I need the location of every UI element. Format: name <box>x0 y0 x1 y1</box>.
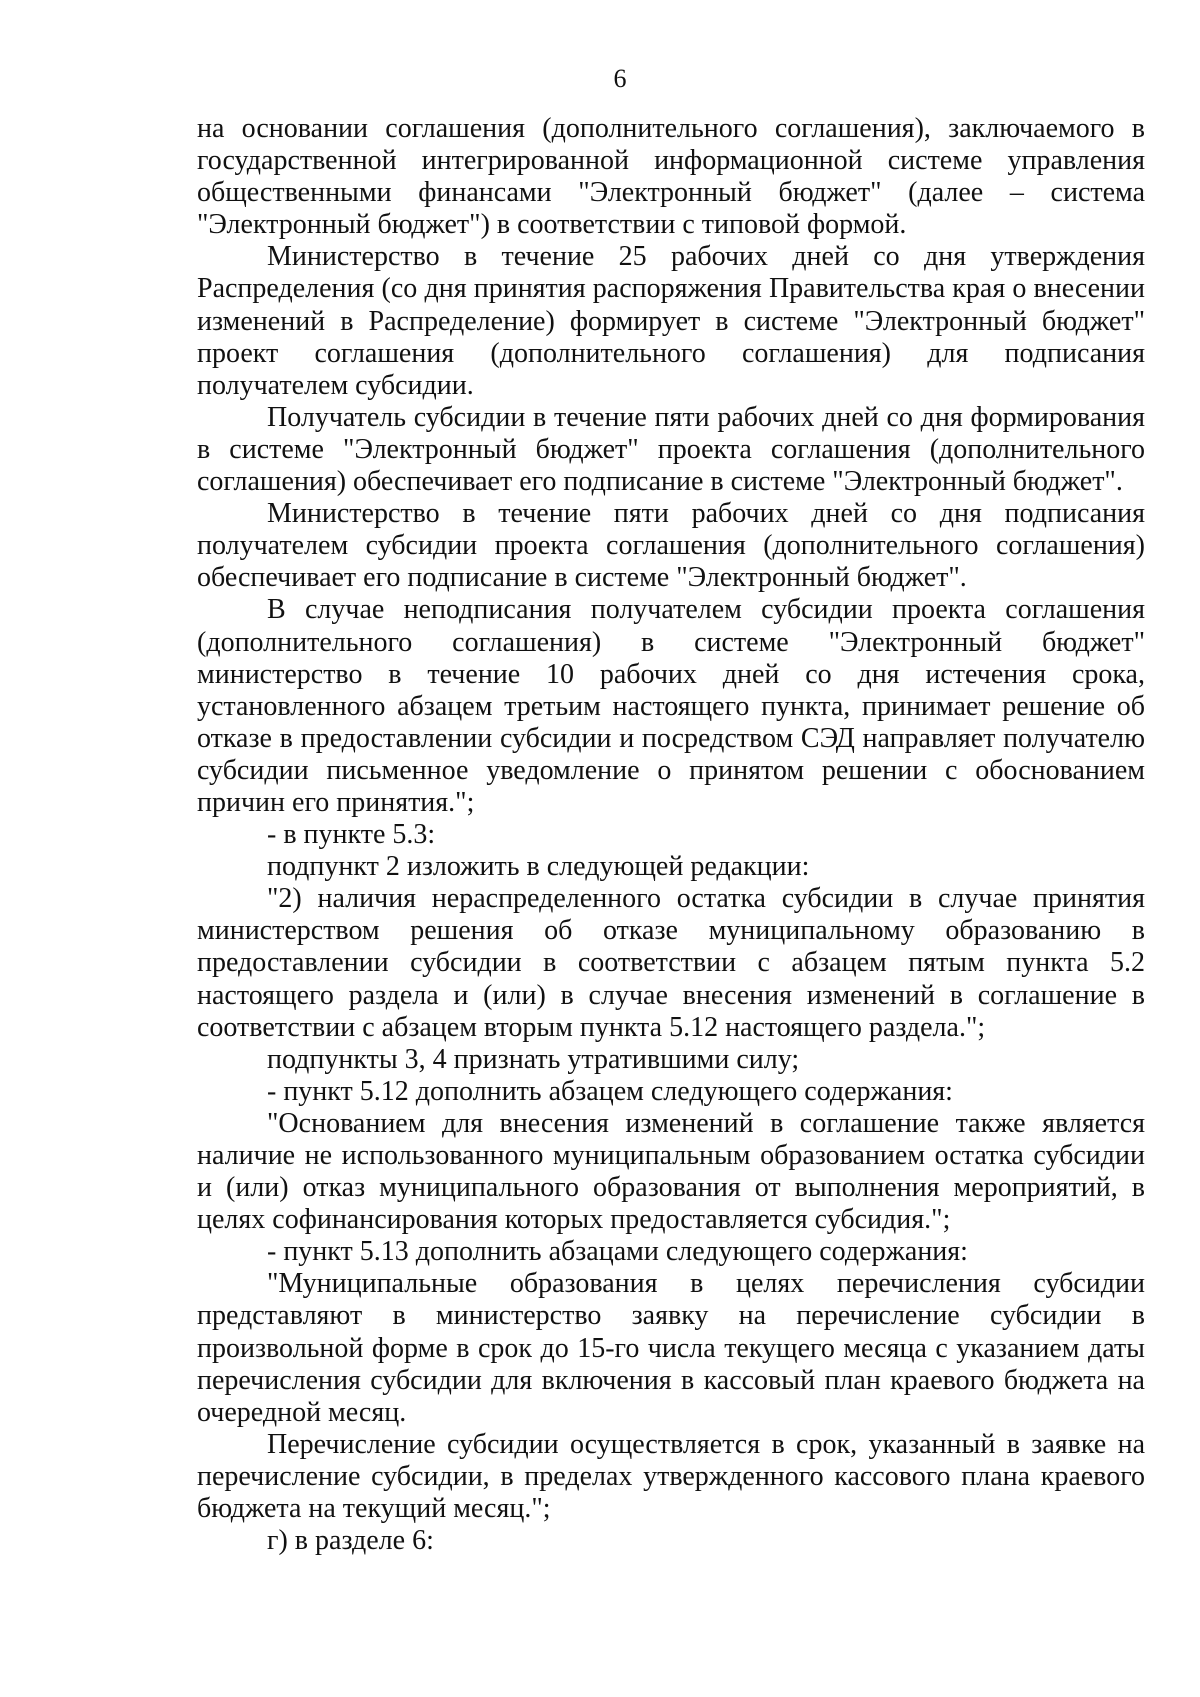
paragraph-11: "Основанием для внесения изменений в соглашение также является наличие не использованного муниципальным образованием остатка субсидии и (или) отказ муниципального образования от выполнения мероприятий, в целях софинансирования которых предоставляется субсидия."; <box>197 1107 1145 1236</box>
paragraph-1: на основании соглашения (дополнительного соглашения), заключаемого в государственной интегрированной информационной системе управления общественными финансами "Электронный бюджет" (далее – система "Электронный бюджет") в соответствии с типовой формой. <box>197 113 1145 241</box>
paragraph-12: - пункт 5.13 дополнить абзацами следующего содержания: <box>267 1236 968 1268</box>
page-number: 6 <box>613 64 627 93</box>
paragraph-9: подпункты 3, 4 признать утратившими силу; <box>267 1043 800 1075</box>
paragraph-13: "Муниципальные образования в целях перечисления субсидии представляют в министерство заявку на перечисление субсидии в произвольной форме в срок до 15-го числа текущего месяца с указанием даты перечисления субсидии для включения в кассовый план краевого бюджета на очередной месяц. <box>197 1268 1145 1428</box>
paragraph-4: Министерство в течение пяти рабочих дней со дня подписания получателем субсидии проекта соглашения (дополнительного соглашения) обеспечивает его подписание в системе "Электронный бюджет". <box>197 498 1145 594</box>
paragraph-2: Министерство в течение 25 рабочих дней со дня утверждения Распределения (со дня принятия распоряжения Правительства края о внесении изменений в Распределение) формирует в системе "Электронный бюджет" проект соглашения (дополнительного соглашения) для подписания получателем субсидии. <box>197 241 1145 401</box>
paragraph-8: "2) наличия нераспределенного остатка субсидии в случае принятия министерством решения об отказе муниципальному образованию в предоставлении субсидии в соответствии с абзацем пятым пункта 5.2 настоящего раздела и (или) в случае внесения изменений в соглашение в соответствии с абзацем вторым пункта 5.12 настоящего раздела."; <box>197 883 1145 1043</box>
document-body <box>197 113 1145 1557</box>
paragraph-10: - пункт 5.12 дополнить абзацем следующего содержания: <box>267 1075 953 1107</box>
paragraph-3: Получатель субсидии в течение пяти рабочих дней со дня формирования в системе "Электронный бюджет" проекта соглашения (дополнительного соглашения) обеспечивает его подписание в системе "Электронный бюджет". <box>197 401 1145 498</box>
paragraph-7: подпункт 2 изложить в следующей редакции: <box>267 851 810 883</box>
paragraph-6: - в пункте 5.3: <box>267 819 436 851</box>
paragraph-14: Перечисление субсидии осуществляется в срок, указанный в заявке на перечисление субсидии, в пределах утвержденного кассового плана краевого бюджета на текущий месяц."; <box>197 1428 1145 1525</box>
paragraph-15: г) в разделе 6: <box>267 1525 434 1557</box>
paragraph-5: В случае неподписания получателем субсидии проекта соглашения (дополнительного соглашения) в системе "Электронный бюджет" министерство в течение 10 рабочих дней со дня истечения срока, установленного абзацем третьим настоящего пункта, принимает решение об отказе в предоставлении субсидии и посредством СЭД направляет получателю субсидии письменное уведомление о принятом решении с обоснованием причин его принятия."; <box>197 594 1145 818</box>
